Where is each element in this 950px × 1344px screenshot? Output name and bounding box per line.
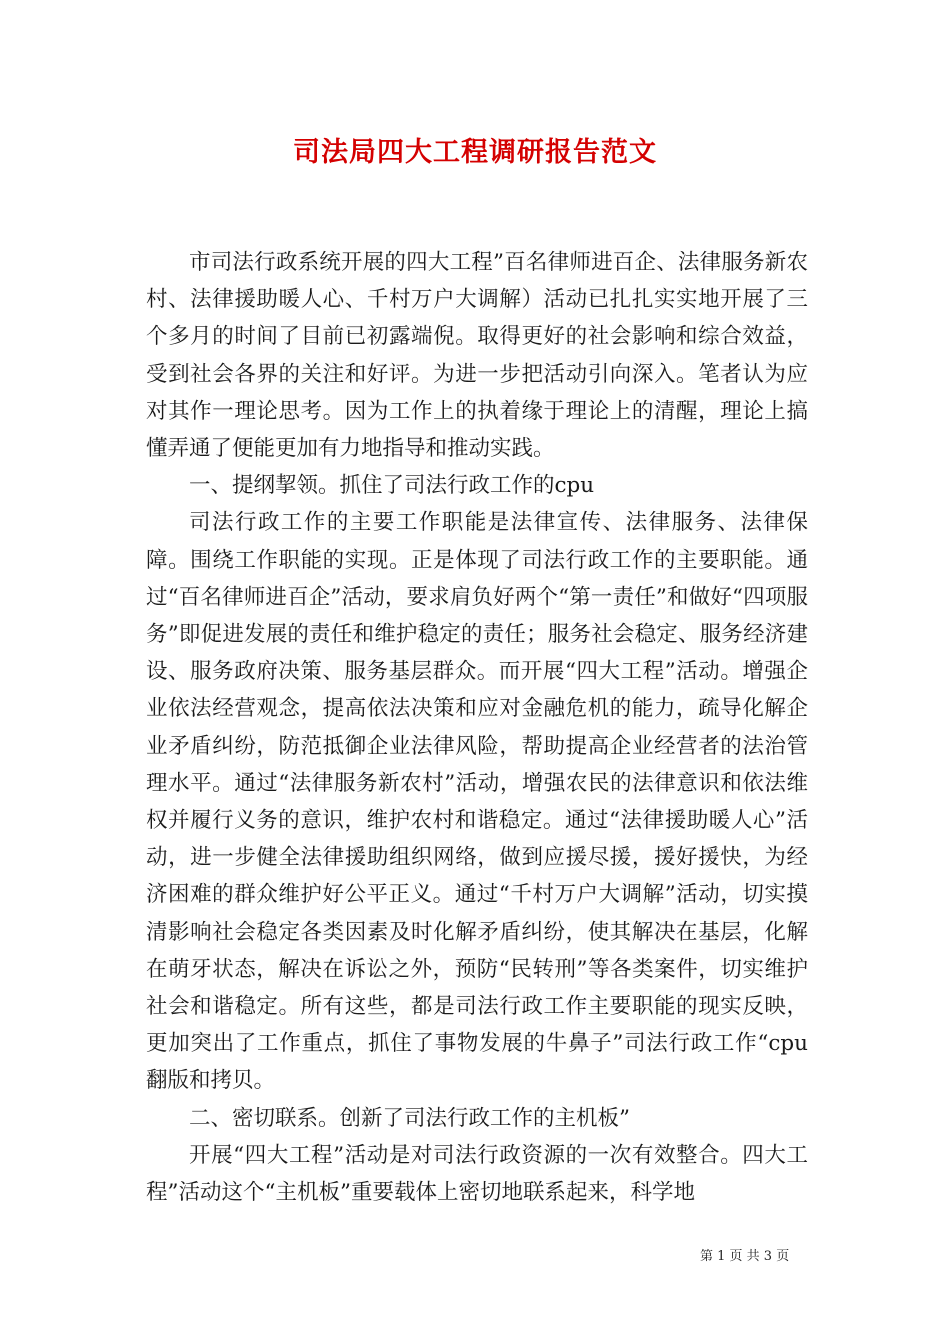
paragraph-intro: 市司法行政系统开展的四大工程”百名律师进百企、法律服务新农村、法律援助暖人心、千村万户大调解）活动已扎扎实实地开展了三个多月的时间了目前已初露端倪。取得更好的社会影响和综合效益，受到社会各界的关注和好评。为进一步把活动引向深入。笔者认为应对其作一理论思考。因为工作上的执着缘于理论上的清醒，理论上搞懂弄通了便能更加有力地指导和推动实践。 [146,250,808,462]
section-heading-1: 一、提纲挈领。抓住了司法行政工作的cpu [189,473,595,499]
paragraph-section-2: 开展“四大工程”活动是对司法行政资源的一次有效整合。四大工程”活动这个“主机板”重要载体上密切地联系起来，科学地 [146,1142,808,1206]
page-title: 司法局四大工程调研报告范文 [293,137,657,168]
section-heading-2: 二、密切联系。创新了司法行政工作的主机板” [189,1105,630,1131]
paragraph-section-1: 司法行政工作的主要工作职能是法律宣传、法律服务、法律保障。围绕工作职能的实现。正是体现了司法行政工作的主要职能。通过“百名律师进百企”活动，要求肩负好两个“第一责任”和做好“四项服务”即促进发展的责任和维护稳定的责任；服务社会稳定、服务经济建设、服务政府决策、服务基层群众。而开展“四大工程”活动。增强企业依法经营观念，提高依法决策和应对金融危机的能力，疏导化解企业矛盾纠纷，防范抵御企业法律风险，帮助提高企业经营者的法治管理水平。通过“法律服务新农村”活动，增强农民的法律意识和依法维权并履行义务的意识，维护农村和谐稳定。通过“法律援助暖人心”活动，进一步健全法律援助组织网络，做到应援尽援，援好援快，为经济困难的群众维护好公平正义。通过“千村万户大调解”活动，切实摸清影响社会稳定各类因素及时化解矛盾纠纷，使其解决在基层，化解在萌牙状态，解决在诉讼之外，预防“民转刑”等各类案件，切实维护社会和谐稳定。所有这些，都是司法行政工作主要职能的现实反映，更加突出了工作重点，抓住了事物发展的牛鼻子”司法行政工作“cpu翻版和拷贝。 [146,510,808,1094]
document-body [146,244,808,1211]
page-number: 第 1 页 共 3 页 [700,1249,790,1264]
